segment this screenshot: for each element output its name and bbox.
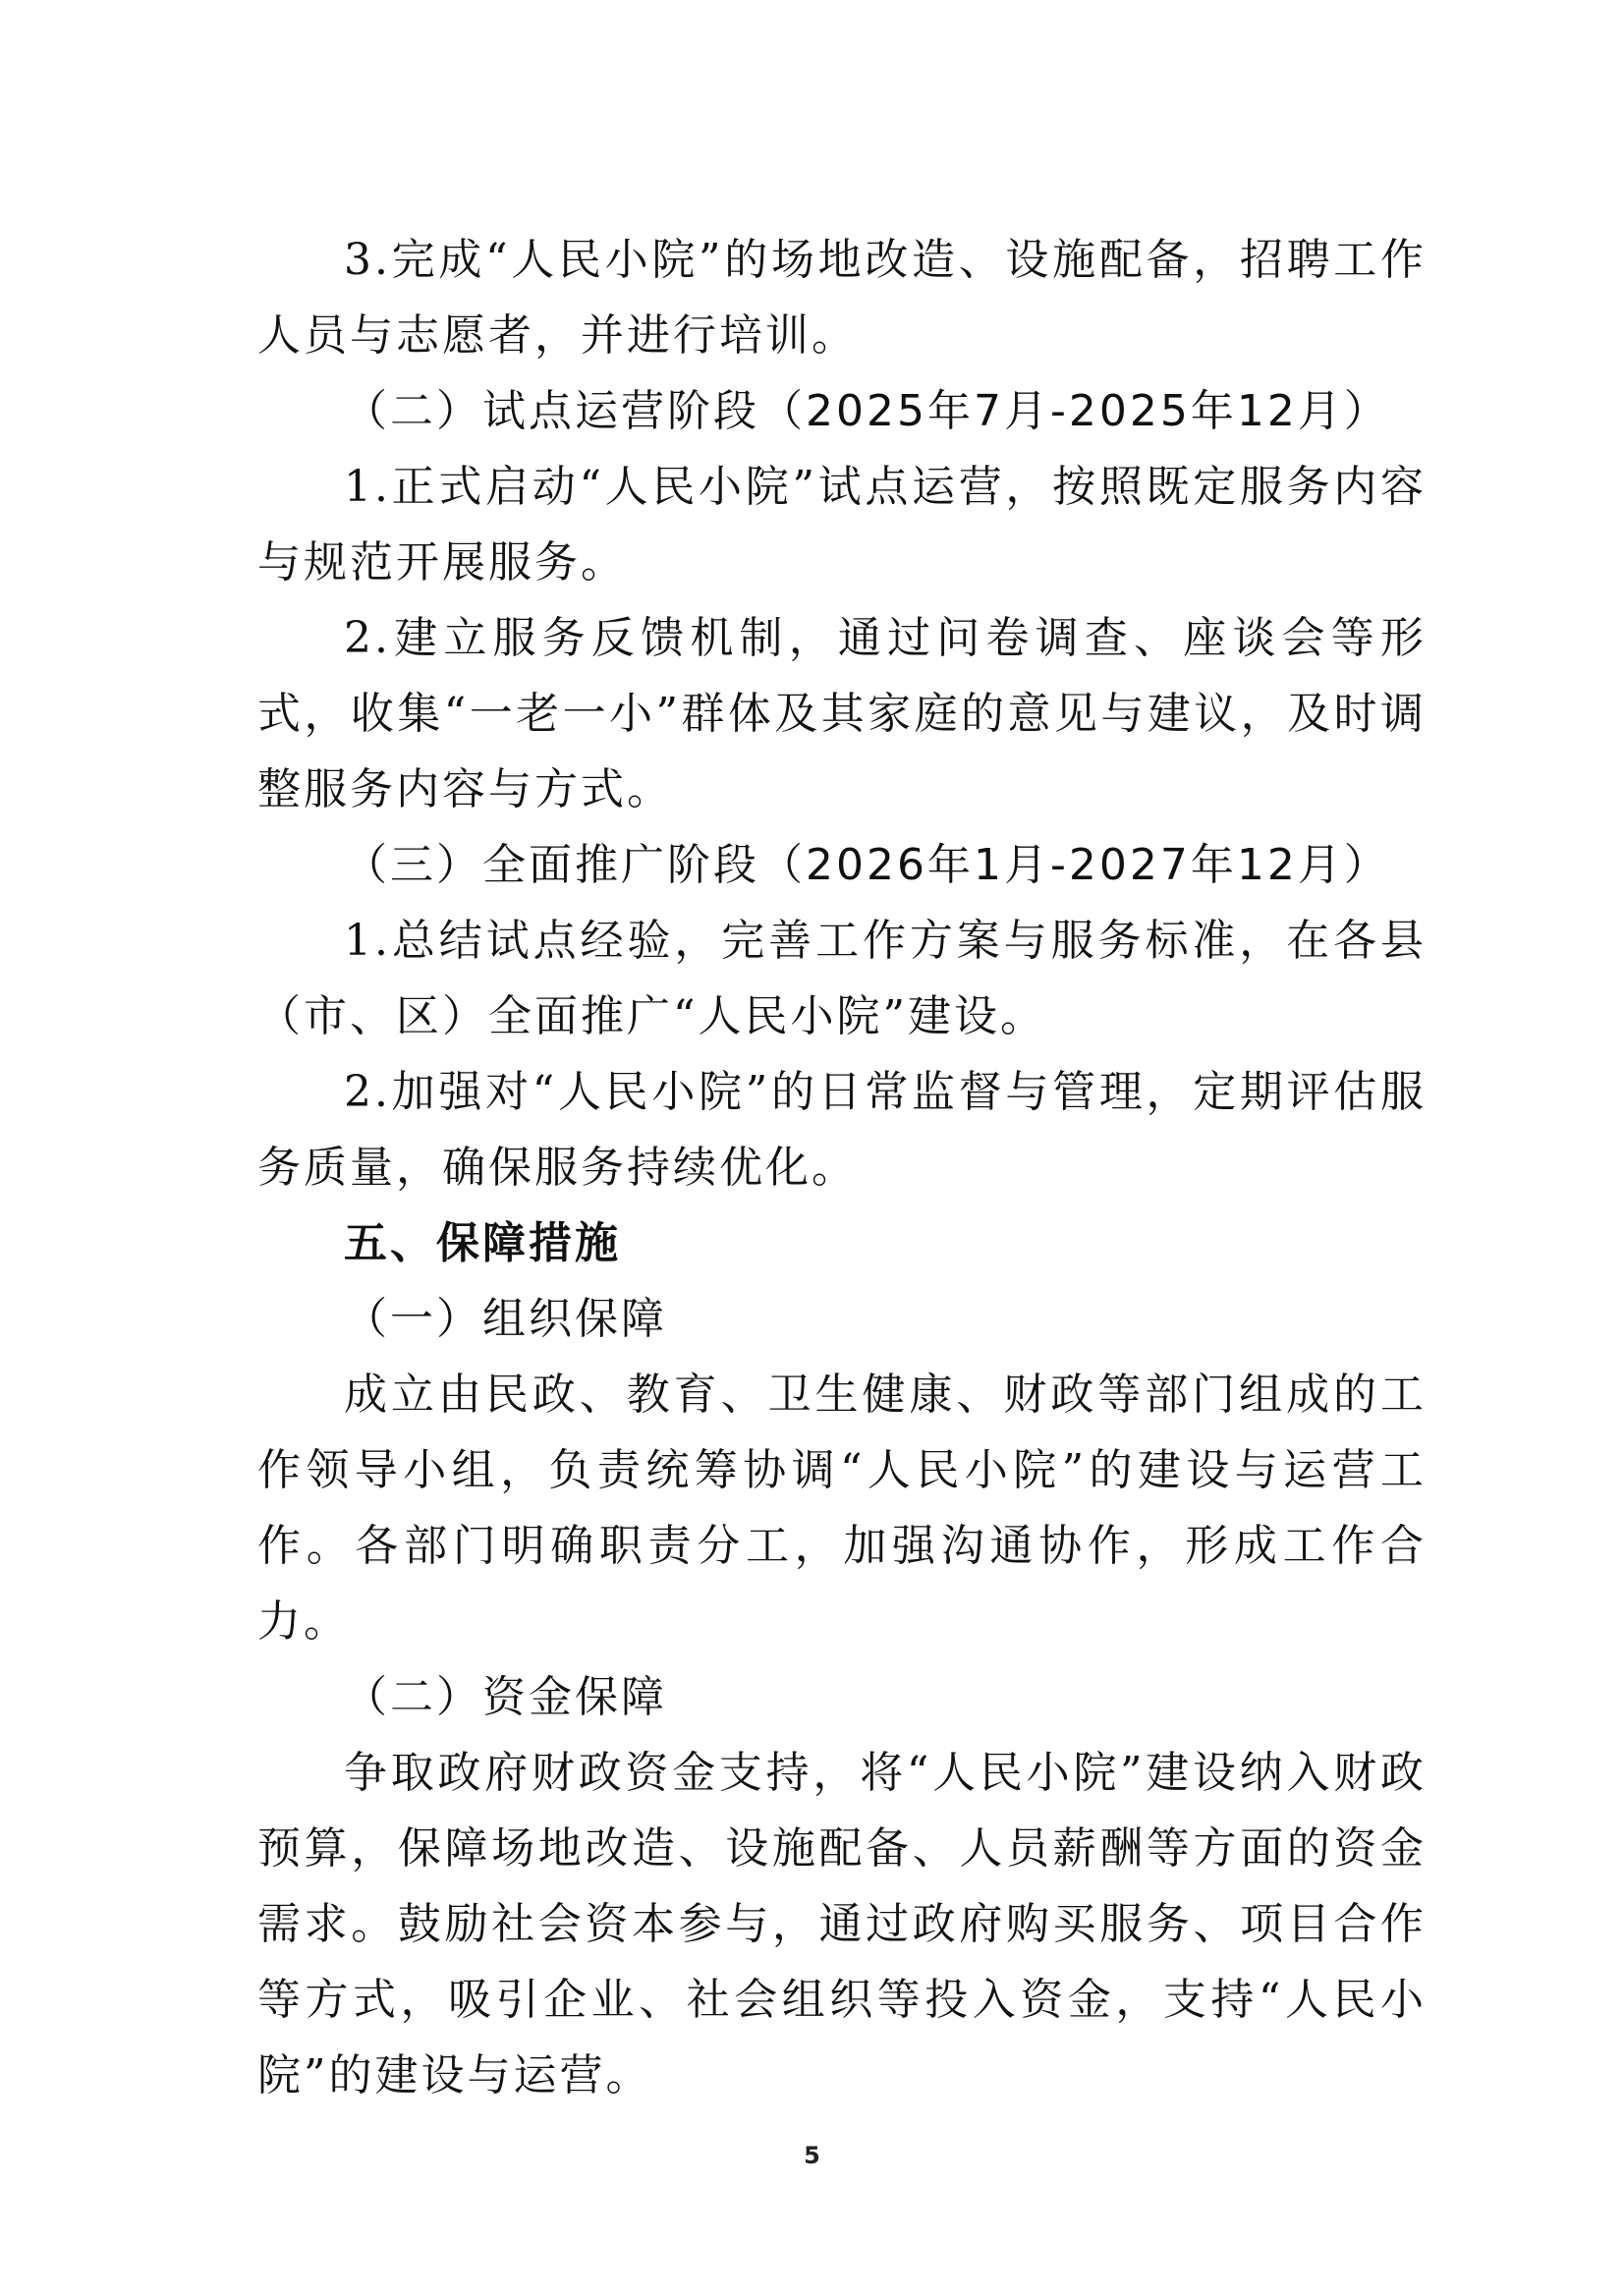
paragraph-step-3-prep: 3.完成“人民小院”的场地改造、设施配备，招聘工作人员与志愿者，并进行培训。	[257, 235, 1427, 361]
section-heading-pilot-operation: （二）试点运营阶段（2025年7月-2025年12月）	[344, 386, 1390, 436]
paragraph-organization: 成立由民政、教育、卫生健康、财政等部门组成的工作领导小组，负责统筹协调“人民小院”的建设与运营工作。各部门明确职责分工，加强沟通协作，形成工作合力。	[257, 1370, 1427, 1647]
paragraph-pilot-step-1: 1.正式启动“人民小院”试点运营，按照既定服务内容与规范开展服务。	[257, 462, 1427, 588]
page-number: 5	[804, 2142, 820, 2169]
document-body	[257, 222, 1427, 2113]
section-heading-organization: （一）组织保障	[344, 1294, 667, 1344]
section-heading-funding: （二）资金保障	[344, 1672, 667, 1722]
paragraph-funding: 争取政府财政资金支持，将“人民小院”建设纳入财政预算，保障场地改造、设施配备、人员薪酬等方面的资金需求。鼓励社会资本参与，通过政府购买服务、项目合作等方式，吸引企业、社会组织等投入资金，支持“人民小院”的建设与运营。	[257, 1748, 1427, 2100]
paragraph-rollout-step-1: 1.总结试点经验，完善工作方案与服务标准，在各县（市、区）全面推广“人民小院”建设。	[257, 916, 1427, 1041]
paragraph-rollout-step-2: 2.加强对“人民小院”的日常监督与管理，定期评估服务质量，确保服务持续优化。	[257, 1067, 1427, 1193]
section-heading-full-rollout: （三）全面推广阶段（2026年1月-2027年12月）	[344, 840, 1390, 890]
chapter-heading-safeguards: 五、保障措施	[344, 1218, 621, 1268]
paragraph-pilot-step-2: 2.建立服务反馈机制，通过问卷调查、座谈会等形式，收集“一老一小”群体及其家庭的意见与建议，及时调整服务内容与方式。	[257, 613, 1427, 814]
